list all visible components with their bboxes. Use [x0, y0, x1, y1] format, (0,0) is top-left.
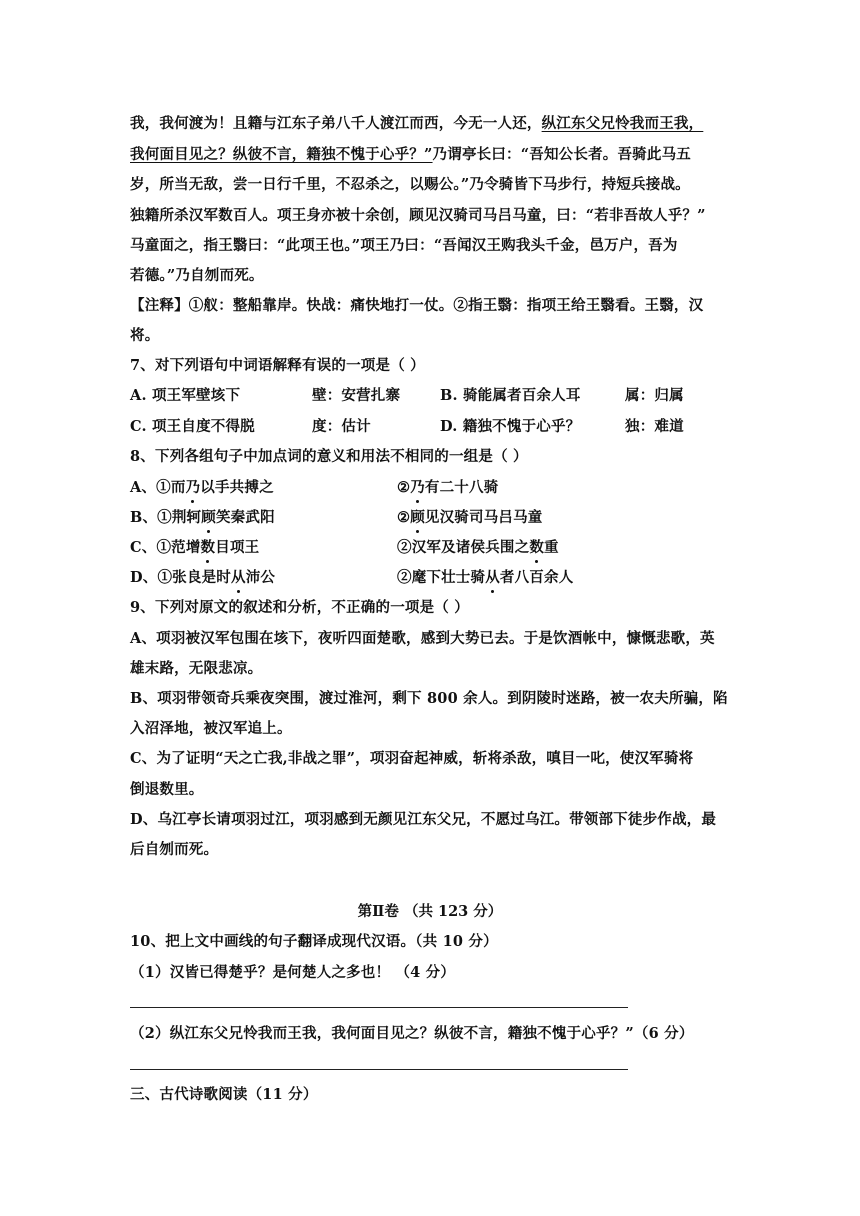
text: A、①而	[130, 479, 186, 496]
option-a-sentence-1	[130, 478, 274, 498]
underlined-sentence: 纵江东父兄怜我而王我，	[541, 115, 704, 132]
question-10-stem: 10、把上文中画线的句子翻译成现代汉语。（共 10 分）	[130, 933, 498, 950]
option-c-sentence-1	[130, 538, 259, 558]
option-a-text: A. 项王军壁垓下	[130, 387, 241, 404]
text: ②汉军及诸侯兵围之	[397, 539, 530, 556]
dotted-word: 顾	[410, 509, 425, 526]
question-7-stem: 7、对下列语句中词语解释有误的一项是（ ）	[130, 357, 425, 374]
text: ②	[397, 479, 411, 496]
question-9-option-c-line-2: 倒退数里。	[130, 781, 204, 798]
passage-line-5: 马童面之，指王翳曰：“此项王也。”项王乃曰：“吾闻汉王购我头千金，邑万户，吾为	[130, 237, 678, 254]
passage-line-3: 岁，所当无敌，尝一日行千里，不忍杀之，以赐公。”乃令骑皆下马步行，持短兵接战。	[130, 176, 690, 193]
dotted-word: 乃	[185, 479, 201, 496]
section-2-title: 第Ⅱ卷 （共 123 分）	[357, 903, 503, 920]
question-9-stem: 9、下列对原文的叙述和分析，不正确的一项是（ ）	[130, 599, 469, 616]
option-d-explanation: 独：难道	[625, 418, 684, 435]
option-b-sentence-1	[130, 508, 275, 528]
dotted-word: 数	[200, 539, 216, 556]
text: 见汉骑司马吕马童	[424, 509, 543, 526]
question-8-stem: 8、下列各组句子中加点词的意义和用法不相同的一组是（ ）	[130, 448, 528, 465]
text: 重	[544, 539, 559, 556]
text: 有二十八骑	[424, 479, 499, 496]
note-line-2: 将。	[130, 327, 160, 344]
option-d-sentence-2	[397, 568, 573, 588]
passage-line-2	[130, 145, 691, 165]
option-c-sentence-2	[397, 538, 559, 558]
text: 笑秦武阳	[215, 509, 275, 526]
underlined-sentence: 我何面目见之？纵彼不言，籍独不愧于心乎？”	[130, 146, 433, 163]
option-c-explanation: 度：估计	[312, 418, 371, 435]
passage-line-6: 若德。”乃自刎而死。	[130, 267, 264, 284]
option-b-text: B. 骑能属者百余人耳	[440, 387, 581, 404]
text: C、①范增	[130, 539, 201, 556]
dotted-word: 数	[529, 539, 545, 556]
dotted-word: 从	[230, 569, 246, 586]
question-10-part-2: （2）纵江东父兄怜我而王我，我何面目见之？纵彼不言，籍独不愧于心乎？”（6 分）	[130, 1025, 694, 1042]
answer-line-1[interactable]	[130, 1007, 628, 1008]
passage-text: 乃谓亭长曰：“吾知公长者。吾骑此马五	[432, 146, 691, 163]
answer-line-2[interactable]	[130, 1069, 628, 1070]
text: ②麾下壮士骑	[397, 569, 486, 586]
question-9-option-b-line-1: B、项羽带领奇兵乘夜突围，渡过淮河，剩下 800 余人。到阴陵时迷路，被一农夫所骗，陷	[130, 690, 728, 707]
text: 以手共搏之	[200, 479, 274, 496]
text: 者八百余人	[499, 569, 574, 586]
dotted-word: 乃	[410, 479, 425, 496]
option-d-sentence-1	[130, 568, 275, 588]
text: B、①荆轲	[130, 509, 202, 526]
text: 沛公	[245, 569, 276, 586]
dotted-word: 从	[485, 569, 500, 586]
section-3-title: 三、古代诗歌阅读（11 分）	[130, 1086, 318, 1103]
question-9-option-d-line-1: D、乌江亭长请项羽过江，项羽感到无颜见江东父兄，不愿过乌江。带领部下徒步作战，最	[130, 811, 717, 828]
passage-text: 我，我何渡为！且籍与江东子弟八千人渡江而西，今无一人还，	[130, 115, 542, 132]
question-9-option-b-line-2: 入沼泽地，被汉军追上。	[130, 720, 292, 737]
option-a-explanation: 壁：安营扎寨	[312, 387, 401, 404]
option-d-text: D. 籍独不愧于心乎？	[440, 418, 581, 435]
text: ②	[397, 509, 411, 526]
passage-line-1	[130, 114, 703, 134]
option-b-explanation: 属：归属	[625, 387, 684, 404]
question-9-option-c-line-1: C、为了证明“天之亡我,非战之罪”，项羽奋起神威，斩将杀敌，嗔目一叱，使汉军骑将	[130, 750, 694, 767]
text: 目项王	[215, 539, 260, 556]
note-line-1: 【注释】①舣：整船靠岸。快战：痛快地打一仗。②指王翳：指项王给王翳看。王翳，汉	[130, 297, 704, 314]
option-b-sentence-2	[397, 508, 543, 528]
option-c-text: C. 项王自度不得脱	[130, 418, 255, 435]
text: D、①张良是时	[130, 569, 231, 586]
option-a-sentence-2	[397, 478, 498, 498]
question-9-option-a-line-2: 雄末路，无限悲凉。	[130, 660, 263, 677]
passage-line-4: 独籍所杀汉军数百人。项王身亦被十余创，顾见汉骑司马吕马童，曰：“若非吾故人乎？”	[130, 207, 706, 224]
dotted-word: 顾	[201, 509, 216, 526]
question-9-option-a-line-1: A、项羽被汉军包围在垓下，夜听四面楚歌，感到大势已去。于是饮酒帐中，慷慨悲歌，英	[130, 630, 715, 647]
question-10-part-1: （1）汉皆已得楚乎？是何楚人之多也！ （4 分）	[130, 964, 456, 981]
question-9-option-d-line-2: 后自刎而死。	[130, 841, 219, 858]
